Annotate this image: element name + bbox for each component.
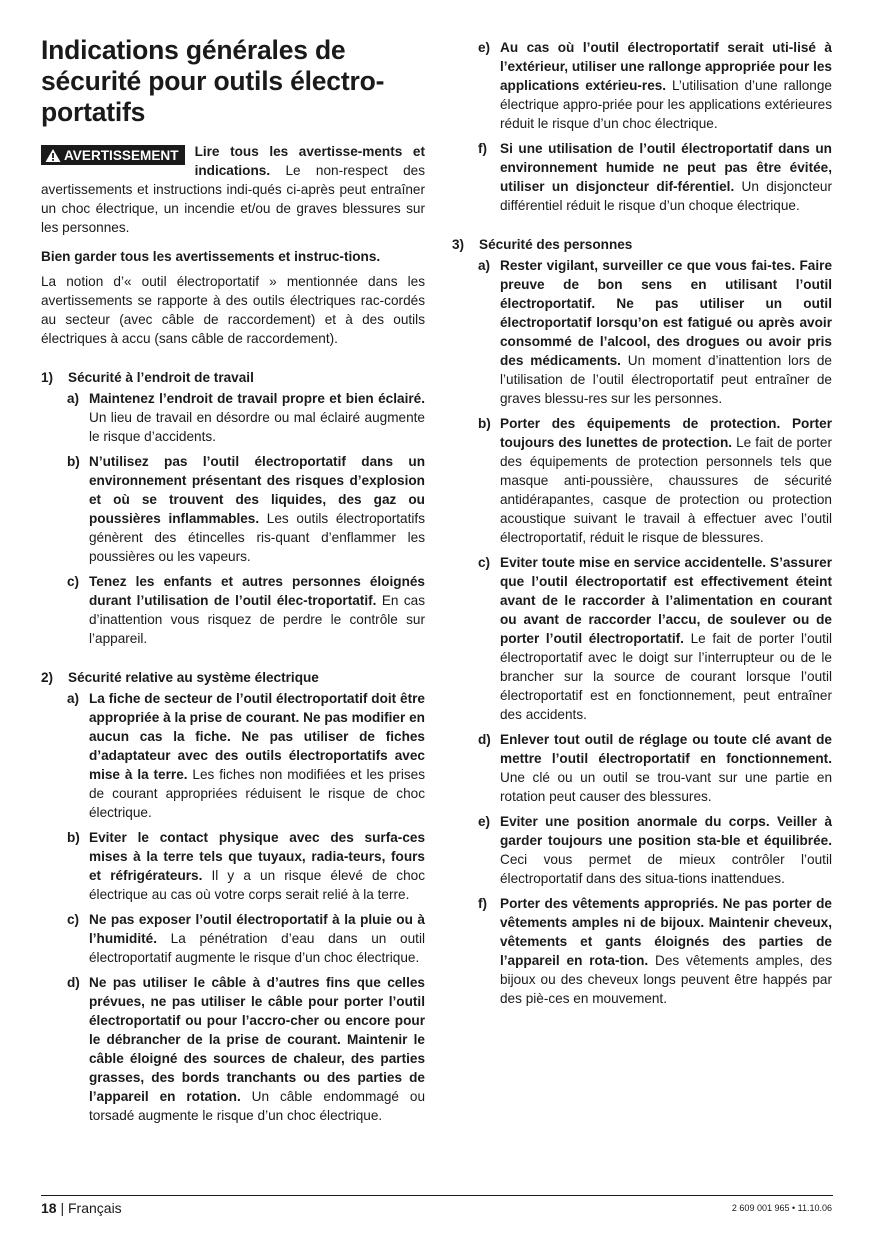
list-item: [41, 572, 425, 648]
item-letter: a): [67, 391, 80, 406]
item-explanation: Une clé ou un outil se trou-vant sur une partie en rotation peut causer des blessures.: [500, 770, 832, 804]
notion-paragraph: La notion d’« outil électroportatif » mentionnée dans les avertissements se rapporte à des outils électriques rac-cordés au secteur (avec câble de raccordement) et à des outils électriques à accu (sans câble de raccordement).: [41, 274, 425, 346]
list-item: [41, 828, 425, 904]
item-instruction: N’utilisez pas l’outil électroportatif dans un environnement présentant des risques d’explosion et où se trouvent des liquides, des gaz ou poussières inflammables.: [89, 454, 425, 526]
list-item: [41, 973, 425, 1125]
section-title: [41, 668, 425, 687]
item-letter: a): [478, 258, 491, 273]
list-item: [452, 812, 832, 888]
section-title: [452, 235, 832, 254]
section-electrical-continued: [452, 38, 832, 215]
item-instruction: Porter des équipements de protection. Porter toujours des lunettes de protection.: [500, 416, 832, 450]
item-explanation: Un moment d’inattention lors de l’utilisation de l’outil électroportatif peut entraîner de graves blessu-res sur les personnes.: [500, 353, 832, 406]
item-letter: e): [478, 814, 491, 829]
item-instruction: La fiche de secteur de l’outil électroportatif doit être appropriée à la prise de courant. Ne pas modifier en aucun cas la fiche. Ne pas utiliser de fiches d’adaptateur avec des outils électroportatifs avec mise à la terre.: [89, 691, 425, 782]
item-letter: d): [478, 732, 491, 747]
left-column: [41, 0, 425, 1125]
item-instruction: Eviter toute mise en service accidentelle. S’assurer que l’outil électroportatif est effectivement éteint avant de le raccorder à l’alimentation en courant ou avant de raccorder l’accu, de soulever ou de porter l’outil électroportatif.: [500, 555, 832, 646]
list-item: [41, 910, 425, 967]
item-explanation: Un lieu de travail en désordre ou mal éclairé augmente le risque d’accidents.: [89, 410, 425, 444]
section-number: 1): [41, 370, 54, 385]
item-instruction: Ne pas utiliser le câble à d’autres fins que celles prévues, ne pas utiliser le câble pour porter l’outil électroportatif ou pour l’accro-cher ou encore pour le débrancher de la prise de courant. Maintenir le câble éloigné des sources de chaleur, des parties grasses, des bords tranchants ou des parties de l’appareil en rotation.: [89, 975, 425, 1104]
item-explanation: Les outils électroportatifs génèrent des étincelles ris-quant d’enflammer les poussières ou les vapeurs.: [89, 511, 425, 564]
list-item: [41, 689, 425, 822]
item-instruction: Si une utilisation de l’outil électroportatif dans un environnement humide ne peut pas être évitée, utiliser un disjoncteur dif-férentiel.: [500, 141, 832, 194]
warning-text: Le non-respect des avertissements et instructions indi-qués ci-après peut entraîner un choc électrique, un incendie et/ou de graves blessures sur les personnes.: [41, 163, 425, 235]
item-explanation: Ceci vous permet de mieux contrôler l’outil électroportatif dans des situa-tions inattendues.: [500, 852, 832, 886]
warning-lead: Lire tous les avertisse-ments et indications.: [194, 144, 425, 178]
item-letter: f): [478, 896, 488, 911]
item-letter: a): [67, 691, 80, 706]
item-explanation: Un disjoncteur différentiel réduit le risque d’un choque électrique.: [500, 179, 832, 213]
item-instruction: Ne pas exposer l’outil électroportatif à la pluie ou à l’humidité.: [89, 912, 425, 946]
item-letter: b): [67, 830, 80, 845]
item-letter: b): [478, 416, 491, 431]
item-letter: c): [67, 574, 80, 589]
list-item: [452, 414, 832, 547]
section-title-text: Sécurité à l’endroit de travail: [68, 370, 254, 385]
item-instruction: Eviter une position anormale du corps. Veiller à garder toujours une position sta-ble et équilibrée.: [500, 814, 832, 848]
item-explanation: Un câble endommagé ou torsadé augmente le risque d’un choc électrique.: [89, 1089, 425, 1123]
item-instruction: Rester vigilant, surveiller ce que vous fai-tes. Faire preuve de bon sens en utilisant l’outil électroportatif. Ne pas utiliser un outil électroportatif lorsqu’on est fatigué ou après avoir consommé de l’alcool, des drogues ou avoir pris des médicaments.: [500, 258, 832, 368]
item-explanation: Le fait de porter des équipements de protection personnels tels que masque anti-poussière, chaussures de sécurité antidérapantes, casque de protection ou protection acoustique suivant le travail à effectuer avec l’outil électroportatif, réduit le risque de blessures.: [500, 435, 832, 545]
section-electrical: [41, 668, 425, 1125]
section-title: [41, 368, 425, 387]
item-letter: c): [67, 912, 80, 927]
footer-language: Français: [68, 1200, 122, 1216]
item-explanation: L’utilisation d’une rallonge électrique appro-priée pour les applications extérieures réduit le risque d’un choc électrique.: [500, 78, 832, 131]
item-explanation: Les fiches non modifiées et les prises de courant appropriées réduisent le risque de choc électrique.: [89, 767, 426, 820]
item-instruction: Porter des vêtements appropriés. Ne pas porter de vêtements amples ni de bijoux. Maintenir cheveux, vêtements et gants éloignés des parties de l’appareil en rota-tion.: [500, 896, 832, 968]
item-explanation: En cas d’inattention vous risquez de perdre le contrôle sur l’appareil.: [89, 593, 425, 646]
page-number: 18: [41, 1200, 57, 1216]
warning-badge-label: AVERTISSEMENT: [64, 147, 179, 163]
item-explanation: Il y a un risque élevé de choc électrique au cas où votre corps serait relié à la terre.: [89, 868, 425, 902]
item-letter: e): [478, 40, 491, 55]
warning-triangle-icon: [45, 148, 61, 163]
section-number: 2): [41, 670, 54, 685]
list-item: [452, 553, 832, 724]
footer-code: 2 609 001 965 • 11.10.06: [731, 1203, 832, 1213]
list-item: [452, 139, 832, 215]
page-title: Indications générales de sécurité pour outils électro-portatifs: [41, 35, 385, 127]
item-explanation: Des vêtements amples, des bijoux ou des cheveux longs peuvent être happés par des piè-ces en mouvement.: [500, 953, 833, 1006]
list-item: [41, 452, 425, 566]
item-instruction: Enlever tout outil de réglage ou toute clé avant de mettre l’outil électroportatif en fonctionnement.: [500, 732, 832, 766]
section-title-text: Sécurité relative au système électrique: [68, 670, 319, 685]
keep-instructions: Bien garder tous les avertissements et instruc-tions.: [41, 249, 381, 264]
item-letter: d): [67, 975, 80, 990]
list-item: [452, 730, 832, 806]
right-column: [452, 38, 832, 1008]
section-workplace: [41, 368, 425, 648]
item-letter: b): [67, 454, 80, 469]
section-personal: [452, 235, 832, 1008]
item-explanation: La pénétration d’eau dans un outil électroportatif augmente le risque d’un choc électrique.: [89, 931, 425, 965]
footer-separator: |: [56, 1200, 68, 1216]
footer-rule: [41, 1195, 833, 1196]
item-letter: c): [478, 555, 491, 570]
item-explanation: Le fait de porter l’outil électroportatif avec le doigt sur l’interrupteur ou de le brancher sur la source de courant lorsque l’outil électroportatif est en fonctionnement, peut entraîner des accidents.: [500, 631, 832, 722]
list-item: [41, 389, 425, 446]
section-title-text: Sécurité des personnes: [479, 237, 633, 252]
item-instruction: Tenez les enfants et autres personnes éloignés durant l’utilisation de l’outil élec-troportatif.: [89, 574, 425, 608]
item-instruction: Eviter le contact physique avec des surfa-ces mises à la terre tels que tuyaux, radia-teurs, fours et réfrigérateurs.: [89, 830, 425, 883]
warning-badge: [41, 145, 185, 165]
footer-page: [41, 1200, 122, 1216]
list-item: [452, 256, 832, 408]
item-instruction: Maintenez l’endroit de travail propre et bien éclairé.: [89, 391, 425, 406]
section-number: 3): [452, 237, 465, 252]
list-item: [452, 894, 832, 1008]
item-letter: f): [478, 141, 488, 156]
list-item: [452, 38, 832, 133]
item-instruction: Au cas où l’outil électroportatif serait uti-lisé à l’extérieur, utiliser une rallonge appropriée pour les applications extérieu-res.: [500, 40, 832, 93]
warning-paragraph: [41, 142, 425, 237]
